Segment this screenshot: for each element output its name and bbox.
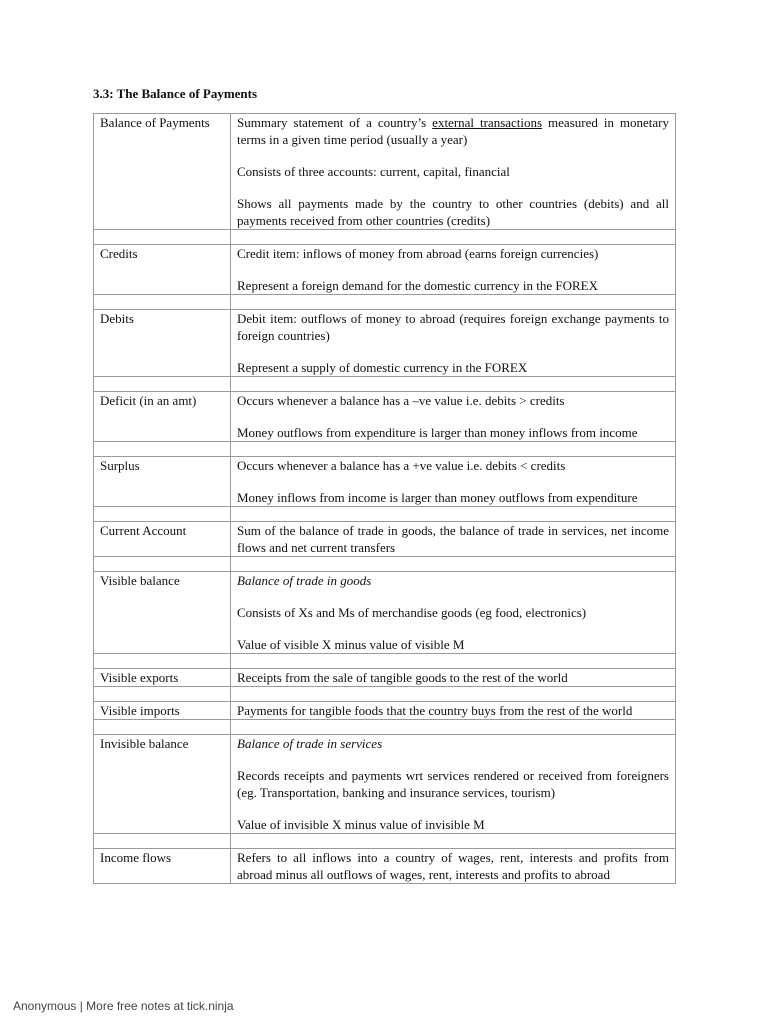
definition-paragraph: Payments for tangible foods that the country buys from the rest of the world [237, 703, 633, 718]
definition-paragraph: Value of visible X minus value of visible M [237, 637, 465, 652]
definition-cell [231, 735, 676, 834]
definition-paragraph: Represent a supply of domestic currency in the FOREX [237, 360, 528, 375]
definition-paragraph: Consists of Xs and Ms of merchandise goods (eg food, electronics) [237, 605, 587, 620]
definition-subtitle: Balance of trade in services [237, 736, 383, 751]
definitions-table [93, 113, 676, 884]
table-row [94, 702, 676, 720]
definition-cell [231, 702, 676, 720]
definition-cell [231, 669, 676, 687]
table-row [94, 735, 676, 834]
definition-paragraph: Consists of three accounts: current, capital, financial [237, 164, 510, 179]
table-row [94, 392, 676, 442]
definition-paragraph: Occurs whenever a balance has a –ve value i.e. debits > credits [237, 393, 565, 408]
term-cell: Current Account [94, 522, 231, 557]
definition-paragraph [237, 114, 669, 148]
definition-paragraph: Refers to all inflows into a country of wages, rent, interests and profits from abroad minus all outflows of wages, rent, interests and profits to abroad [237, 850, 669, 882]
spacer-row [94, 377, 676, 392]
spacer-row [94, 230, 676, 245]
spacer-row [94, 295, 676, 310]
definition-cell [231, 457, 676, 507]
definition-cell [231, 245, 676, 295]
definition-cell [231, 522, 676, 557]
definition-paragraph: Occurs whenever a balance has a +ve value i.e. debits < credits [237, 458, 566, 473]
table-row [94, 669, 676, 687]
page-title: 3.3: The Balance of Payments [93, 86, 258, 101]
term-cell: Balance of Payments [94, 114, 231, 230]
definition-text: Summary statement of a country’s [237, 115, 433, 130]
spacer-row [94, 442, 676, 457]
definition-paragraph: Records receipts and payments wrt services rendered or received from foreigners (eg. Transportation, banking and insurance services, tourism) [237, 768, 669, 800]
spacer-row [94, 654, 676, 669]
definition-cell [231, 310, 676, 377]
term-cell: Invisible balance [94, 735, 231, 834]
table-row [94, 114, 676, 230]
table-row [94, 310, 676, 377]
term-cell: Visible exports [94, 669, 231, 687]
definition-paragraph: Credit item: inflows of money from abroad (earns foreign currencies) [237, 246, 599, 261]
spacer-row [94, 687, 676, 702]
definition-paragraph: Receipts from the sale of tangible goods to the rest of the world [237, 670, 568, 685]
term-cell: Debits [94, 310, 231, 377]
spacer-row [94, 834, 676, 849]
spacer-row [94, 720, 676, 735]
table-row [94, 245, 676, 295]
spacer-row [94, 507, 676, 522]
definition-text: measured in monetary terms in a given time period (usually a year) [237, 115, 669, 147]
table-row [94, 572, 676, 654]
definition-cell [231, 114, 676, 230]
footer-credit: Anonymous | More free notes at tick.ninja [13, 999, 234, 1013]
definition-subtitle: Balance of trade in goods [237, 573, 372, 588]
definition-paragraph: Represent a foreign demand for the domestic currency in the FOREX [237, 278, 598, 293]
term-cell: Deficit (in an amt) [94, 392, 231, 442]
definition-cell [231, 392, 676, 442]
underlined-term: external transactions [432, 115, 543, 130]
term-cell: Visible balance [94, 572, 231, 654]
definition-paragraph: Shows all payments made by the country to other countries (debits) and all payments received from other countries (credits) [237, 196, 669, 228]
definition-paragraph: Value of invisible X minus value of invisible M [237, 817, 485, 832]
term-cell: Visible imports [94, 702, 231, 720]
definition-paragraph: Money inflows from income is larger than money outflows from expenditure [237, 490, 638, 505]
table-row [94, 849, 676, 884]
term-cell: Surplus [94, 457, 231, 507]
term-cell: Income flows [94, 849, 231, 884]
definition-paragraph: Sum of the balance of trade in goods, the balance of trade in services, net income flows and net current transfers [237, 523, 669, 555]
term-cell: Credits [94, 245, 231, 295]
definition-paragraph: Debit item: outflows of money to abroad (requires foreign exchange payments to foreign countries) [237, 311, 669, 343]
definition-paragraph: Money outflows from expenditure is larger than money inflows from income [237, 425, 638, 440]
table-row [94, 522, 676, 557]
spacer-row [94, 557, 676, 572]
definition-cell [231, 572, 676, 654]
definition-cell [231, 849, 676, 884]
table-row [94, 457, 676, 507]
